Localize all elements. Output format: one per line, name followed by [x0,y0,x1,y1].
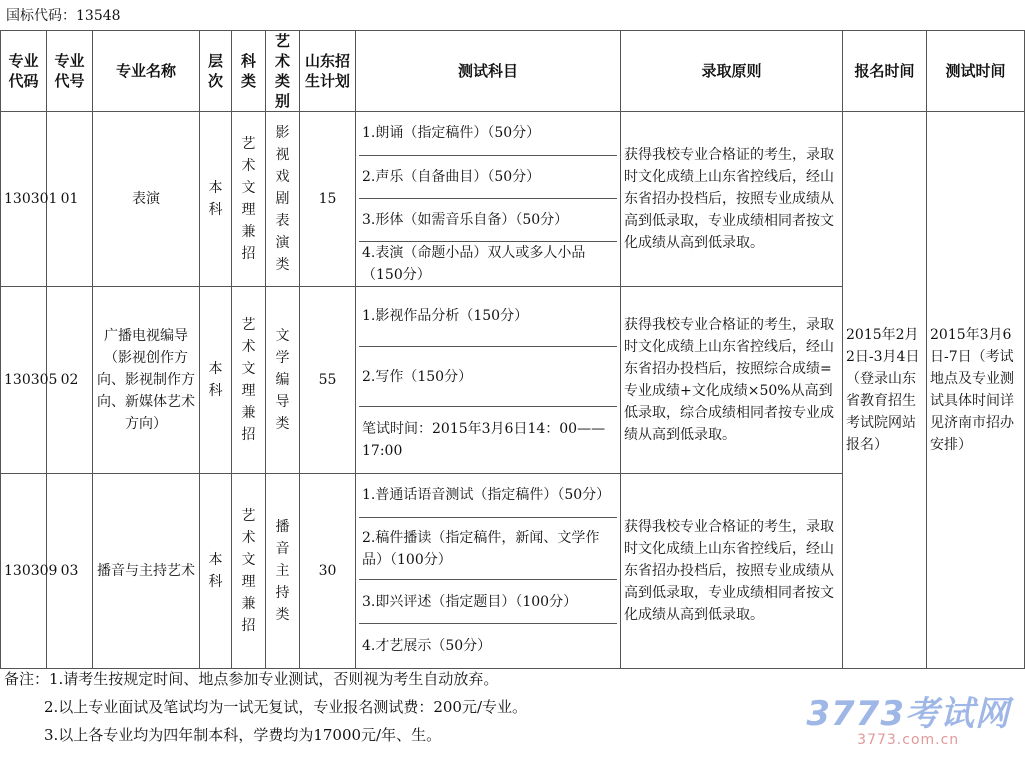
table-row [1,112,1025,287]
subjects-cell [356,473,621,668]
subject-item: 1.普通话语音测试（指定稿件）（50分） [359,474,617,518]
notes [4,665,527,749]
table-header-row [1,31,1025,112]
col-header: 艺术类别 [266,31,300,112]
col-header: 测试时间 [927,31,1025,112]
level: 本科 [200,473,232,668]
subjects-cell [356,286,621,473]
subject-item: 1.影视作品分析（150分） [359,287,617,347]
watermark-brand: 3773考试网 [806,694,1010,734]
major-code: 130305 [1,286,47,473]
category: 艺术文理兼招 [232,286,266,473]
art-type: 播音主持类 [266,473,300,668]
major-code: 130301 [1,112,47,287]
col-header: 层次 [200,31,232,112]
subject-item: 4.表演（命题小品）双人或多人小品（150分） [362,244,586,283]
watermark-logo [806,696,1010,748]
subject-item: 3.即兴评述（指定题目）（100分） [359,580,617,624]
col-header: 专业代号 [47,31,93,112]
major-number: 02 [47,286,93,473]
enrollment-plan: 30 [300,473,356,668]
admission-rule: 获得我校专业合格证的考生，录取时文化成绩上山东省控线后，经山东省招办投档后，按照综合成绩=专业成绩+文化成绩×50%从高到低录取，综合成绩相同者按专业成绩从高到低录取。 [621,286,843,473]
col-header: 科类 [232,31,266,112]
art-type: 影视戏剧表演类 [266,112,300,287]
category: 艺术文理兼招 [232,112,266,287]
major-number: 03 [47,473,93,668]
art-type: 文学编导类 [266,286,300,473]
major-number: 01 [47,112,93,287]
watermark-url: 3773.com.cn [857,732,960,748]
admission-rule: 获得我校专业合格证的考生，录取时文化成绩上山东省控线后，经山东省招办投档后，按照专业成绩从高到低录取，专业成绩相同者按文化成绩从高到低录取。 [621,112,843,287]
major-code: 130309 [1,473,47,668]
subjects-cell [356,112,621,287]
national-code: 国标代码：13548 [6,8,121,24]
level: 本科 [200,112,232,287]
major-name: 广播电视编导（影视创作方向、影视制作方向、新媒体艺术方向） [93,286,200,473]
subject-item: 3.形体（如需音乐自备）（50分） [359,198,617,241]
col-header: 专业名称 [93,31,200,112]
major-name: 表演 [93,112,200,287]
register-time: 2015年2月2日-3月4日（登录山东省教育招生考试院网站报名） [843,112,927,669]
enrollment-plan: 55 [300,286,356,473]
major-name: 播音与主持艺术 [93,473,200,668]
subject-item: 2.稿件播读（指定稿件，新闻、文学作品）（100分） [359,518,617,580]
col-header: 录取原则 [621,31,843,112]
enrollment-plan: 15 [300,112,356,287]
note-line: 3.以上各专业均为四年制本科，学费均为17000元/年、生。 [44,726,442,744]
col-header: 专业代码 [1,31,47,112]
subject-item: 4.才艺展示（50分） [362,637,492,654]
admissions-table [0,30,1025,669]
col-header: 山东招生计划 [300,31,356,112]
note-line: 2.以上专业面试及笔试均为一试无复试，专业报名测试费：200元/专业。 [44,698,527,716]
note-line: 备注：1.请考生按规定时间、地点参加专业测试，否则视为考生自动放弃。 [4,670,499,688]
col-header: 测试科目 [356,31,621,112]
exam-time: 笔试时间：2015年3月6日14：00——17:00 [362,420,606,459]
subject-item: 2.写作（150分） [359,347,617,407]
subject-item: 1.朗诵（指定稿件）（50分） [359,112,617,155]
test-time: 2015年3月6日-7日（考试地点及专业测试具体时间详见济南市招办安排） [927,112,1025,669]
col-header: 报名时间 [843,31,927,112]
admission-rule: 获得我校专业合格证的考生，录取时文化成绩上山东省控线后，经山东省招办投档后，按照专业成绩从高到低录取，专业成绩相同者按文化成绩从高到低录取。 [621,473,843,668]
level: 本科 [200,286,232,473]
subject-item: 2.声乐（自备曲目）（50分） [359,155,617,198]
category: 艺术文理兼招 [232,473,266,668]
